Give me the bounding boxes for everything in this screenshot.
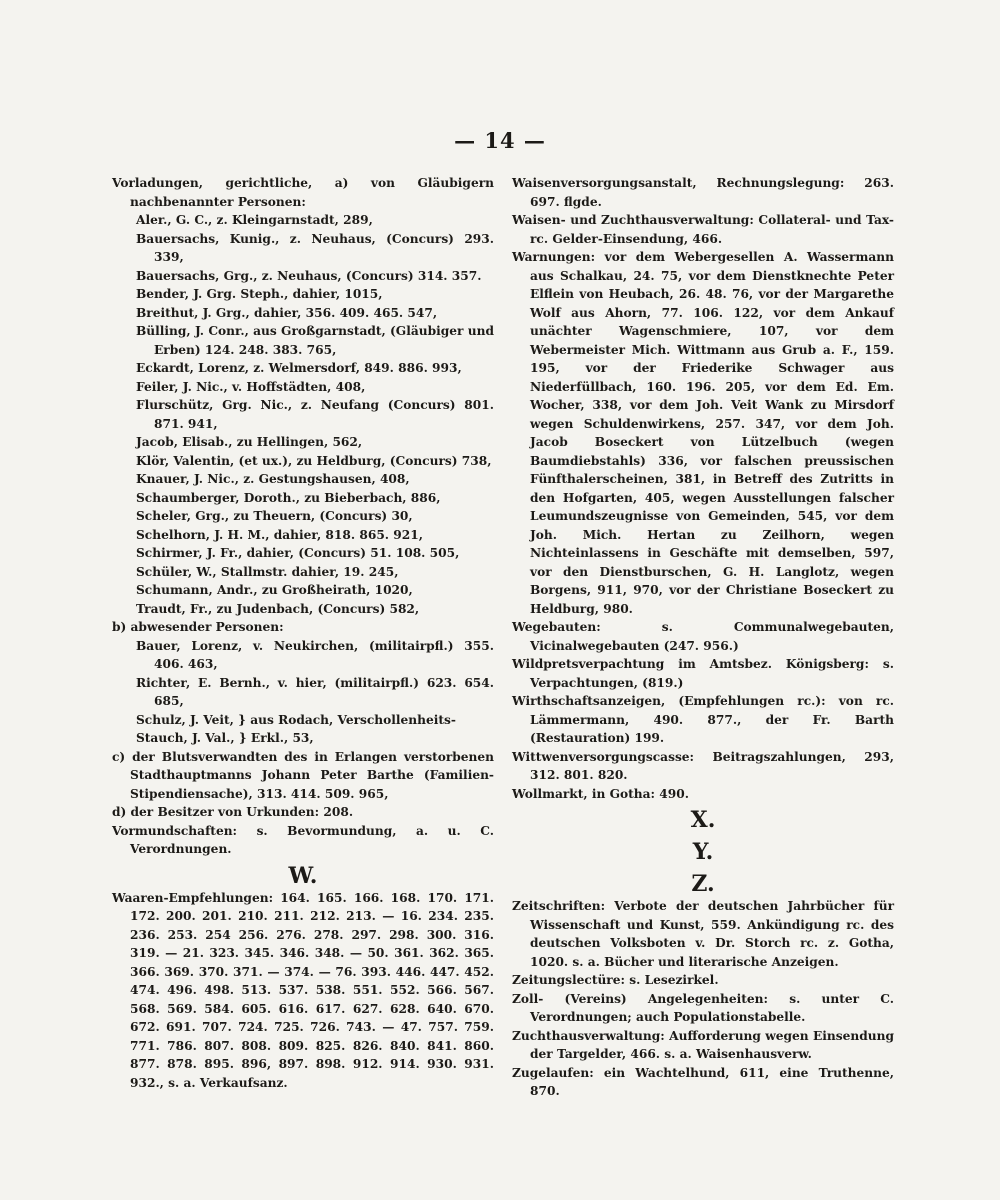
index-subentry: Bülling, J. Conr., aus Großgarnstadt, (Gläubiger und Erben) 124. 248. 383. 765, (136, 324, 494, 357)
index-subentry: Feiler, J. Nic., v. Hoffstädten, 408, (136, 379, 366, 394)
index-subentry: Flurschütz, Grg. Nic., z. Neufang (Concurs) 801. 871. 941, (136, 398, 494, 431)
section-letter: Z. (691, 871, 715, 897)
index-entry: Vormundschaften: s. Bevormundung, a. u. C. Verordnungen. (112, 823, 494, 856)
index-entry: Zuchthausverwaltung: Aufforderung wegen Einsendung der Targelder, 466. s. a. Waisenhausverw. (512, 1028, 894, 1061)
index-subentry: Breithut, J. Grg., dahier, 356. 409. 465. 547, (136, 305, 438, 320)
index-entry: Vorladungen, gerichtliche, a) von Gläubigern nachbenannter Personen: (112, 176, 494, 209)
index-entry: Waisen- und Zuchthausverwaltung: Collateral- und Tax- rc. Gelder-Einsendung, 466. (512, 213, 894, 246)
left-column (112, 174, 494, 1092)
index-entry: c) der Blutsverwandten des in Erlangen verstorbenen Stadthauptmanns Johann Peter Barthe (Familien-Stipendiensache), 313. 414. 509. 965, (112, 749, 494, 801)
page-number: — 14 — (454, 128, 546, 153)
index-subentry: Jacob, Elisab., zu Hellingen, 562, (136, 435, 363, 449)
index-subentry: Klör, Valentin, (et ux.), zu Heldburg, (Concurs) 738, (136, 453, 492, 468)
index-entry: Zeitschriften: Verbote der deutschen Jahrbücher für Wissenschaft und Kunst, 559. Ankündigung rc. des deutschen Volksboten v. Dr. Storch rc. z. Gotha, 1020. s. a. Bücher und literarische Anzeigen. (512, 899, 894, 969)
right-column (512, 174, 894, 1101)
index-entry: Zoll- (Vereins) Angelegenheiten: s. unter C. Verordnungen; auch Populationstabelle. (512, 991, 894, 1024)
index-entry: Zeitungslectüre: s. Lesezirkel. (512, 973, 719, 987)
index-entry: Wegebauten: s. Communalwegebauten, Vicinalwegebauten (247. 956.) (512, 620, 894, 653)
index-subentry: Bauer, Lorenz, v. Neukirchen, (militairpfl.) 355. 406. 463, (136, 638, 494, 671)
index-subentry: Schirmer, J. Fr., dahier, (Concurs) 51. 108. 505, (136, 546, 460, 560)
index-entry: Wirthschaftsanzeigen, (Empfehlungen rc.): von rc. Lämmermann, 490. 877., der Fr. Barth (Restauration) 199. (512, 694, 894, 745)
index-subentry: Bauersachs, Grg., z. Neuhaus, (Concurs) 314. 357. (136, 268, 482, 283)
index-subentry: Eckardt, Lorenz, z. Welmersdorf, 849. 886. 993, (136, 361, 462, 375)
index-subentry: Schumann, Andr., zu Großheirath, 1020, (136, 583, 413, 597)
index-subentry: Scheler, Grg., zu Theuern, (Concurs) 30, (136, 509, 413, 523)
index-subentry: Traudt, Fr., zu Judenbach, (Concurs) 582, (136, 601, 420, 616)
index-entry: Wittwenversorgungscasse: Beitragszahlungen, 293, 312. 801. 820. (512, 749, 894, 782)
section-letter: Y. (692, 839, 714, 865)
index-subentry: Knauer, J. Nic., z. Gestungshausen, 408, (136, 472, 410, 486)
index-subentry: Schaumberger, Doroth., zu Bieberbach, 886, (136, 490, 441, 505)
index-subentry: Stauch, J. Val., } Erkl., 53, (136, 731, 314, 745)
section-letter: W. (288, 862, 318, 889)
index-subentry: Schulz, J. Veit, } aus Rodach, Verschollenheits- (136, 712, 456, 727)
index-entry: Zugelaufen: ein Wachtelhund, 611, eine Truthenne, 870. (512, 1065, 894, 1098)
index-entry: Wollmarkt, in Gotha: 490. (512, 786, 689, 801)
index-entry: b) abwesender Personen: (112, 620, 284, 634)
index-subentry: Aler., G. C., z. Kleingarnstadt, 289, (136, 213, 373, 227)
index-subentry: Bender, J. Grg. Steph., dahier, 1015, (136, 287, 383, 301)
index-entry: Warnungen: vor dem Webergesellen A. Wassermann aus Schalkau, 24. 75, vor dem Dienstknechte Peter Elflein von Heubach, 26. 48. 76, vor der Margarethe Wolf aus Ahorn, 77. 106. 122, vor dem Ankauf unächter Wagenschmiere, 107, vor dem Webermeister Mich. Wittmann aus Grub a. F., 159. 195, vor der Friederike Schwager aus Niederfüllbach, 160. 196. 205, vor dem Ed. Em. Wocher, 338, vor dem Joh. Veit Wank zu Mirsdorf wegen Schuldenwirkens, 257. 347, vor dem Joh. Jacob Boseckert von Lützelbuch (wegen Baumdiebstahls) 336, vor falschen preussischen Fünfthalerscheinen, 381, in Betreff des Zutritts in den Hofgarten, 405, wegen Ausstellungen falscher Leumundszeugnisse von Gemeinden, 545, vor dem Joh. Mich. Hertan zu Zeilhorn, wegen Nichteinlassens in Geschäfte mit demselben, 597, vor den Dienstburschen, G. H. Langlotz, wegen Borgens, 911, 970, vor der Christiane Boseckert zu Heldburg, 980. (512, 250, 894, 616)
index-entry: d) der Besitzer von Urkunden: 208. (112, 805, 354, 819)
index-subentry: Richter, E. Bernh., v. hier, (militairpfl.) 623. 654. 685, (136, 675, 494, 708)
section-letter: X. (690, 807, 716, 833)
index-entry: Waaren-Empfehlungen: 164. 165. 166. 168. 170. 171. 172. 200. 201. 210. 211. 212. 213. — 16. 234. 235. 236. 253. 254 256. 276. 278. 297. 298. 300. 316. 319. — 21. 323. 345. 346. 348. — 50. 361. 362. 365. 366. 369. 370. 371. — 374. — 76. 393. 446. 447. 452. 474. 496. 498. 513. 537. 538. 551. 552. 566. 567. 568. 569. 584. 605. 616. 617. 627. 628. 640. 670. 672. 691. 707. 724. 725. 726. 743. — 47. 757. 759. 771. 786. 807. 808. 809. 825. 826. 840. 841. 860. 877. 878. 895. 896, 897. 898. 912. 914. 930. 931. 932., s. a. Verkaufsanz. (112, 890, 494, 1090)
index-subentry: Schelhorn, J. H. M., dahier, 818. 865. 921, (136, 527, 423, 542)
index-subentry: Bauersachs, Kunig., z. Neuhaus, (Concurs) 293. 339, (136, 231, 494, 264)
index-entry: Waisenversorgungsanstalt, Rechnungslegung: 263. 697. flgde. (512, 176, 894, 209)
index-entry: Wildpretsverpachtung im Amtsbez. Königsberg: s. Verpachtungen, (819.) (512, 657, 894, 690)
index-subentry: Schüler, W., Stallmstr. dahier, 19. 245, (136, 564, 399, 579)
